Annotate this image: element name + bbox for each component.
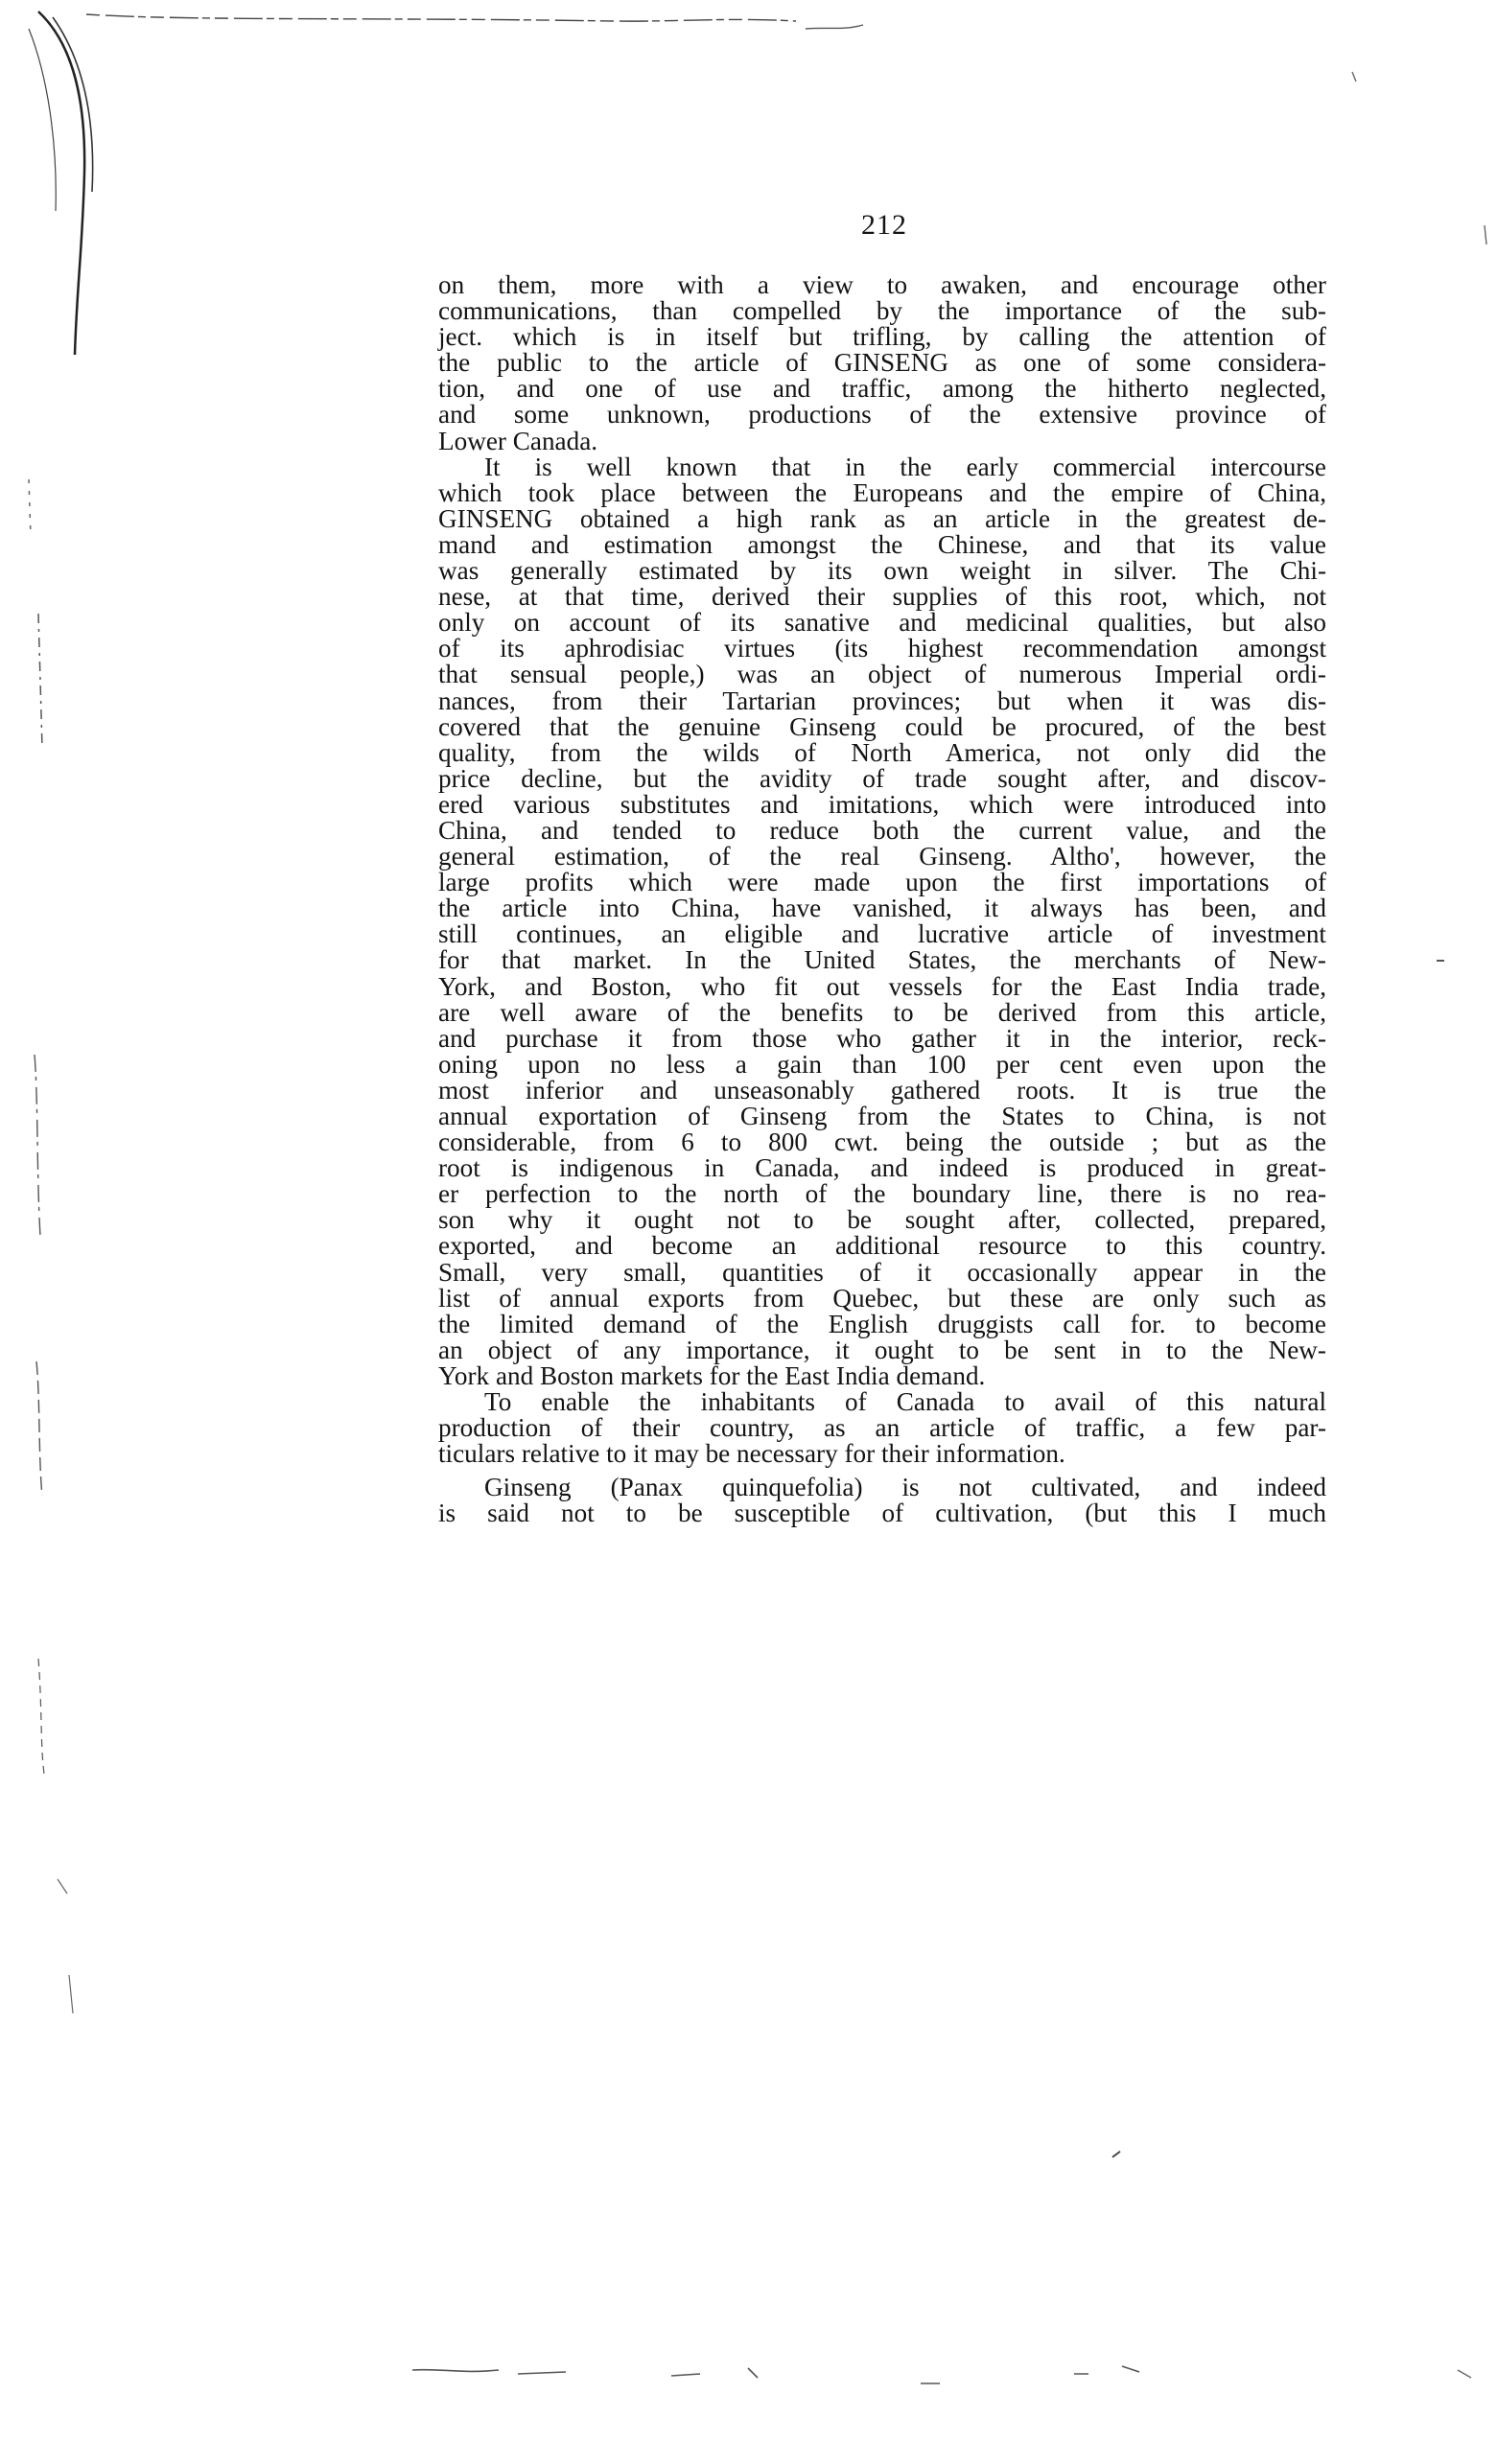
text-line: Ginseng (Panax quinquefolia) is not cultivated, and indeed	[484, 1473, 1326, 1502]
text-line: which took place between the Europeans and the empire of China,	[438, 477, 1326, 507]
text-line: of its aphrodisiac virtues (its highest recommendation amongst	[438, 634, 1326, 663]
paragraph-1	[438, 272, 1326, 454]
text-line: production of their country, as an article of traffic, a few par-	[438, 1413, 1326, 1443]
text-line: the article into China, have vanished, it always has been, and	[438, 894, 1326, 923]
text-line: and purchase it from those who gather it in the interior, reck-	[438, 1023, 1326, 1053]
text-line: root is indigenous in Canada, and indeed is produced in great-	[438, 1153, 1326, 1183]
text-line: most inferior and unseasonably gathered roots. It is true the	[438, 1075, 1326, 1104]
text-line: China, and tended to reduce both the current value, and the	[438, 815, 1326, 845]
text-line: annual exportation of Ginseng from the States to China, is not	[438, 1102, 1326, 1130]
text-line: ered various substitutes and imitations, which were introduced into	[438, 789, 1326, 819]
text-line: large profits which were made upon the first importations of	[438, 868, 1326, 897]
text-line: considerable, from 6 to 800 cwt. being the outside ; but as the	[438, 1127, 1326, 1157]
text-line: nese, at that time, derived their supplies of this root, which, not	[438, 582, 1326, 612]
text-line: only on account of its sanative and medicinal qualities, but also	[438, 608, 1326, 638]
text-line: general estimation, of the real Ginseng. Altho', however, the	[438, 842, 1326, 872]
text-line: son why it ought not to be sought after, collected, prepared,	[438, 1205, 1326, 1235]
text-line: exported, and become an additional resource to this country.	[438, 1231, 1326, 1261]
text-line: is said not to be susceptible of cultivation, (but this I much	[438, 1499, 1326, 1528]
text-line: list of annual exports from Quebec, but these are only such as	[438, 1283, 1326, 1313]
text-line: covered that the genuine Ginseng could be procured, of the best	[438, 711, 1326, 741]
text-line: oning upon no less a gain than 100 per cent even upon the	[438, 1049, 1326, 1079]
text-line: price decline, but the avidity of trade sought after, and discov-	[438, 763, 1326, 793]
body-text	[438, 272, 1326, 1527]
text-line: on them, more with a view to awaken, and encourage other	[438, 270, 1326, 299]
paragraph-3	[438, 1389, 1326, 1467]
text-line: Small, very small, quantities of it occasionally appear in the	[438, 1257, 1326, 1287]
text-line: York, and Boston, who fit out vessels for the East India trade,	[438, 971, 1326, 1001]
text-line: was generally estimated by its own weight in silver. The Chi-	[438, 556, 1326, 586]
text-line: an object of any importance, it ought to be sent in to the New-	[438, 1335, 1326, 1364]
text-line: ject. which is in itself but trifling, by calling the attention of	[438, 322, 1326, 352]
text-line: Lower Canada.	[438, 426, 598, 455]
text-line: communications, than compelled by the importance of the sub-	[438, 296, 1326, 326]
text-line: tion, and one of use and traffic, among the hitherto neglected,	[438, 374, 1326, 404]
page-number: 212	[861, 209, 907, 241]
text-line: that sensual people,) was an object of numerous Imperial ordi-	[438, 660, 1326, 689]
paragraph-4	[438, 1475, 1326, 1526]
text-line: the public to the article of GINSENG as one of some considera-	[438, 348, 1326, 378]
text-line: are well aware of the benefits to be derived from this article,	[438, 997, 1326, 1027]
paragraph-2	[438, 454, 1326, 1389]
text-line: for that market. In the United States, the merchants of New-	[438, 945, 1326, 975]
text-line: ticulars relative to it may be necessary for their information.	[438, 1439, 1065, 1469]
text-line: nances, from their Tartarian provinces; but when it was dis-	[438, 686, 1326, 715]
text-line: still continues, an eligible and lucrative article of investment	[438, 919, 1326, 949]
text-line: and some unknown, productions of the extensive province of	[438, 400, 1326, 430]
text-line: mand and estimation amongst the Chinese, and that its value	[438, 529, 1326, 559]
text-line: quality, from the wilds of North America, not only did the	[438, 737, 1326, 767]
text-line: GINSENG obtained a high rank as an article in the greatest de-	[438, 503, 1326, 533]
text-line: er perfection to the north of the boundary line, there is no rea-	[438, 1179, 1326, 1209]
text-line: To enable the inhabitants of Canada to avail of this natural	[484, 1387, 1326, 1417]
text-line: the limited demand of the English druggists call for. to become	[438, 1309, 1326, 1338]
text-line: York and Boston markets for the East India demand.	[438, 1360, 986, 1390]
text-line: It is well known that in the early commercial intercourse	[484, 452, 1326, 481]
